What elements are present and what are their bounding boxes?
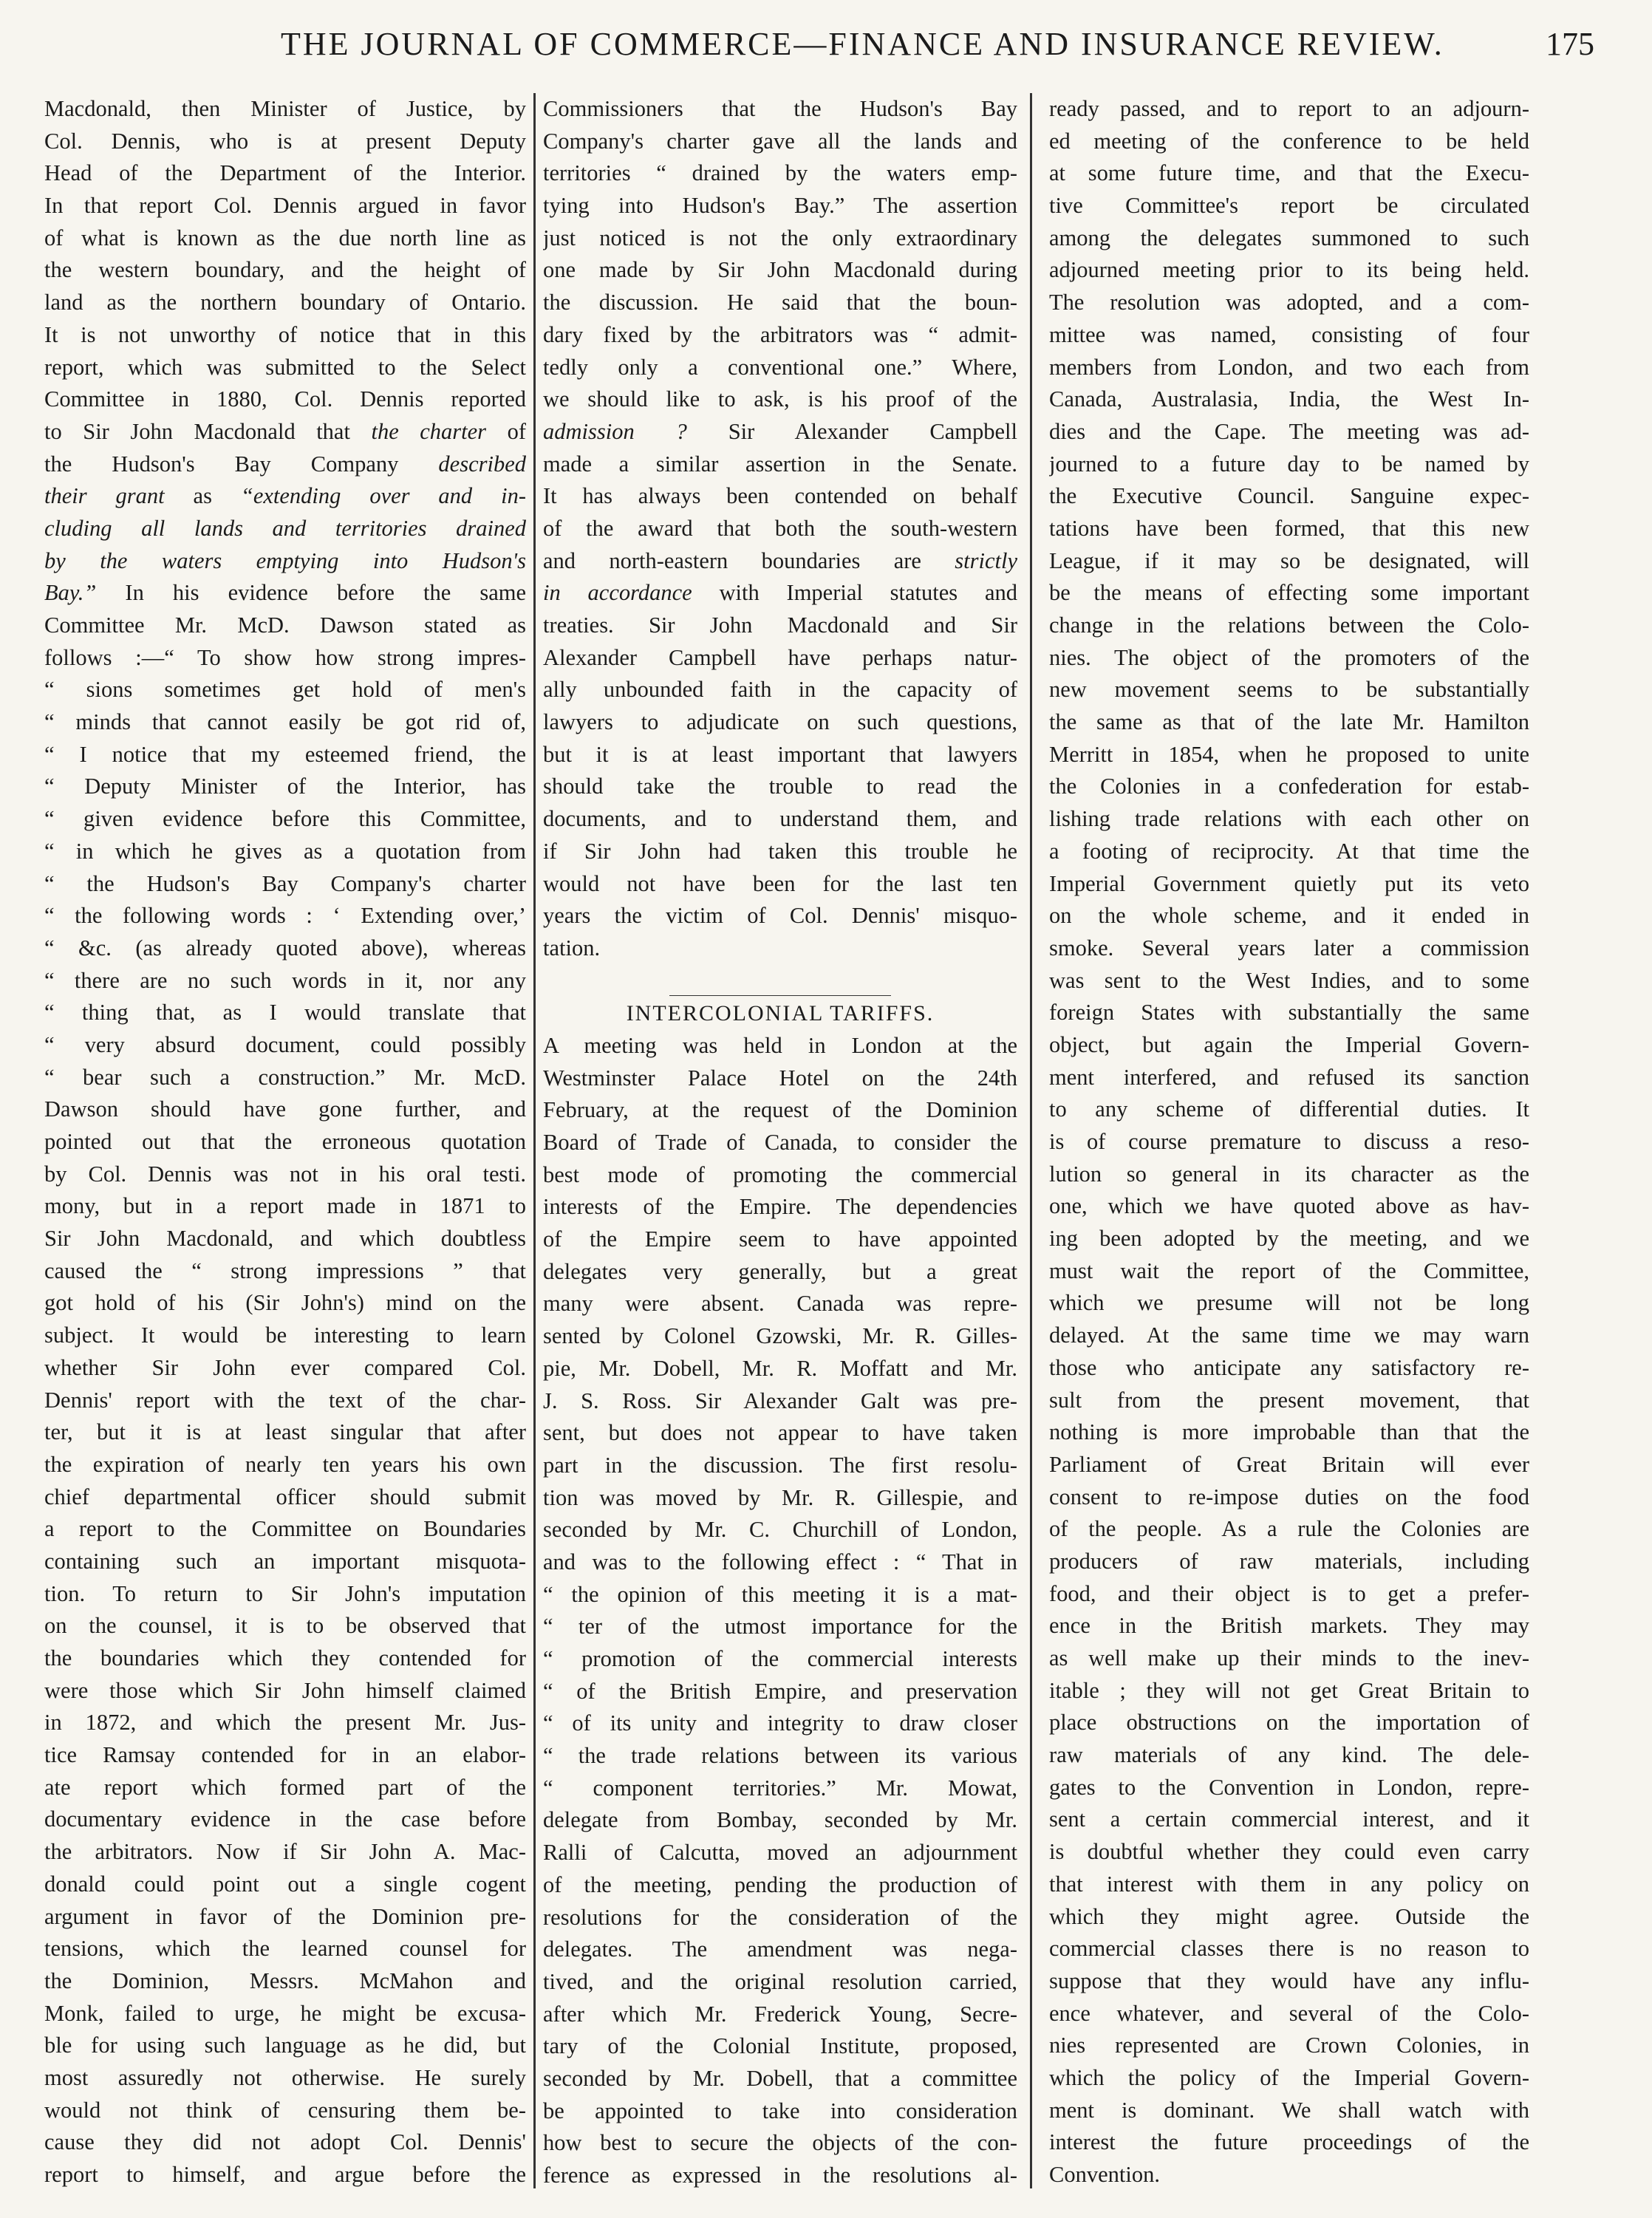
text-line: tensions, which the learned counsel for <box>44 1936 526 1962</box>
text-line: lishing trade relations with each other on <box>1049 806 1529 832</box>
text-line: “ there are no such words in it, nor any <box>44 967 526 993</box>
text-line: ment interfered, and refused its sanction <box>1049 1064 1529 1090</box>
text-line: “ in which he gives as a quotation from <box>44 838 526 864</box>
text-line: got hold of his (Sir John's) mind on the <box>44 1290 526 1316</box>
text-line: ready passed, and to report to an adjourn- <box>1049 96 1529 121</box>
text-line: resolutions for the consideration of the <box>543 1904 1017 1930</box>
text-line: and was to the following effect : “ That in <box>543 1549 1017 1574</box>
text-line: in 1872, and which the present Mr. Jus- <box>44 1710 526 1736</box>
text-line: pie, Mr. Dobell, Mr. R. Moffatt and Mr. <box>543 1355 1017 1381</box>
text-line: follows :—“ To show how strong impres- <box>44 644 526 670</box>
text-line: chief departmental officer should submit <box>44 1484 526 1509</box>
text-line: was sent to the West Indies, and to some <box>1049 967 1529 993</box>
text-line: a footing of reciprocity. At that time the <box>1049 838 1529 864</box>
text-line: the discussion. He said that the boun- <box>543 290 1017 315</box>
text-line: Dawson should have gone further, and <box>44 1096 526 1122</box>
text-line: we should like to ask, is his proof of the <box>543 386 1017 412</box>
text-line: Merritt in 1854, when he proposed to unite <box>1049 741 1529 767</box>
text-line: their grant as “extending over and in- <box>44 483 526 509</box>
text-line: Monk, failed to urge, he might be excusa- <box>44 2000 526 2026</box>
text-line: commercial classes there is no reason to <box>1049 1936 1529 1962</box>
text-line: tations have been formed, that this new <box>1049 515 1529 541</box>
text-line: “ ter of the utmost importance for the <box>543 1614 1017 1639</box>
section-heading: INTERCOLONIAL TARIFFS. <box>626 1001 935 1026</box>
text-line: one, which we have quoted above as hav- <box>1049 1193 1529 1219</box>
text-line: ble for using such language as he did, but <box>44 2033 526 2058</box>
text-line: should take the trouble to read the <box>543 774 1017 799</box>
text-line: “ of its unity and integrity to draw closer <box>543 1710 1017 1736</box>
text-line: Head of the Department of the Interior. <box>44 160 526 186</box>
text-line: Imperial Government quietly put its veto <box>1049 870 1529 896</box>
text-line: mony, but in a report made in 1871 to <box>44 1193 526 1219</box>
journal-title: THE JOURNAL OF COMMERCE—FINANCE AND INSURANCE REVIEW. <box>281 26 1444 62</box>
text-line: producers of raw materials, including <box>1049 1548 1529 1574</box>
text-line: interest the future proceedings of the <box>1049 2129 1529 2155</box>
text-line: made a similar assertion in the Senate. <box>543 451 1017 477</box>
text-line: “ promotion of the commercial interests <box>543 1646 1017 1671</box>
text-line: “ component territories.” Mr. Mowat, <box>543 1775 1017 1801</box>
text-line: “ the opinion of this meeting it is a mat- <box>543 1581 1017 1607</box>
text-line: consent to re-impose duties on the food <box>1049 1484 1529 1509</box>
text-line: mittee was named, consisting of four <box>1049 321 1529 347</box>
text-line: tying into Hudson's Bay.” The assertion <box>543 193 1017 219</box>
text-line: cause they did not adopt Col. Dennis' <box>44 2129 526 2155</box>
text-line: interests of the Empire. The dependencies <box>543 1194 1017 1220</box>
text-line: pointed out that the erroneous quotation <box>44 1129 526 1154</box>
text-line: after which Mr. Frederick Young, Secre- <box>543 2001 1017 2027</box>
text-line: the expiration of nearly ten years his own <box>44 1451 526 1477</box>
text-line: Dennis' report with the text of the char- <box>44 1387 526 1413</box>
text-line: Ralli of Calcutta, moved an adjournment <box>543 1840 1017 1866</box>
text-line: many were absent. Canada was repre- <box>543 1291 1017 1317</box>
article-column-2 <box>543 93 1017 2192</box>
text-line: to any scheme of differential duties. It <box>1049 1096 1529 1122</box>
text-line: at some future time, and that the Execu- <box>1049 160 1529 186</box>
text-line: report to himself, and argue before the <box>44 2162 526 2187</box>
text-line: “ the Hudson's Bay Company's charter <box>44 870 526 896</box>
text-line: tice Ramsay contended for in an elabor- <box>44 1742 526 1768</box>
text-line: tedly only a conventional one.” Where, <box>543 354 1017 380</box>
text-line: gates to the Convention in London, repre- <box>1049 1774 1529 1800</box>
text-line: the Dominion, Messrs. McMahon and <box>44 1968 526 1993</box>
text-line: delegates very generally, but a great <box>543 1258 1017 1284</box>
text-line: the arbitrators. Now if Sir John A. Mac- <box>44 1839 526 1865</box>
text-line: which the policy of the Imperial Govern- <box>1049 2064 1529 2090</box>
text-line: Board of Trade of Canada, to consider the <box>543 1130 1017 1155</box>
text-line: must wait the report of the Committee, <box>1049 1258 1529 1283</box>
text-line: the boundaries which they contended for <box>44 1645 526 1671</box>
text-line: delayed. At the same time we may warn <box>1049 1323 1529 1348</box>
text-line: the Executive Council. Sanguine expec- <box>1049 483 1529 509</box>
text-line: on the counsel, it is to be observed that <box>44 1613 526 1639</box>
text-line: Committee in 1880, Col. Dennis reported <box>44 386 526 412</box>
text-line: that interest with them in any policy on <box>1049 1871 1529 1897</box>
text-line: suppose that they would have any influ- <box>1049 1968 1529 1993</box>
text-line: ing been adopted by the meeting, and we <box>1049 1226 1529 1252</box>
text-line: caused the “ strong impressions ” that <box>44 1258 526 1283</box>
text-line: “ very absurd document, could possibly <box>44 1031 526 1057</box>
text-line: food, and their object is to get a prefer- <box>1049 1580 1529 1606</box>
text-line: containing such an important misquota- <box>44 1548 526 1574</box>
text-line: subject. It would be interesting to learn <box>44 1323 526 1348</box>
text-line: Convention. <box>1049 2162 1160 2187</box>
text-line: the same as that of the late Mr. Hamilton <box>1049 709 1529 735</box>
text-line: nothing is more improbable than that the <box>1049 1419 1529 1445</box>
text-line: members from London, and two each from <box>1049 354 1529 380</box>
text-line: cluding all lands and territories drained <box>44 515 526 541</box>
text-line: nies represented are Crown Colonies, in <box>1049 2033 1529 2058</box>
text-line: “ &c. (as already quoted above), whereas <box>44 935 526 960</box>
text-line: new movement seems to be substantially <box>1049 677 1529 703</box>
text-line: Bay.” In his evidence before the same <box>44 580 526 606</box>
text-line: Sir John Macdonald, and which doubtless <box>44 1226 526 1252</box>
text-line: sult from the present movement, that <box>1049 1387 1529 1413</box>
text-line: League, if it may so be designated, will <box>1049 547 1529 573</box>
text-line: dies and the Cape. The meeting was ad- <box>1049 418 1529 444</box>
text-line: donald could point out a single cogent <box>44 1871 526 1897</box>
text-line: “ of the British Empire, and preservation <box>543 1678 1017 1704</box>
text-line: ference as expressed in the resolutions al- <box>543 2163 1017 2188</box>
text-line: J. S. Ross. Sir Alexander Galt was pre- <box>543 1388 1017 1413</box>
text-line: ter, but it is at least singular that after <box>44 1419 526 1445</box>
text-line: were those which Sir John himself claimed <box>44 1677 526 1703</box>
text-line: Company's charter gave all the lands and <box>543 128 1017 154</box>
text-line: seconded by Mr. Dobell, that a committee <box>543 2065 1017 2091</box>
text-line: of the meeting, pending the production of <box>543 1871 1017 1897</box>
text-line: Commissioners that the Hudson's Bay <box>543 96 1017 121</box>
text-line: is doubtful whether they could even carry <box>1049 1839 1529 1865</box>
text-line: tion. To return to Sir John's imputation <box>44 1580 526 1606</box>
text-line: journed to a future day to be named by <box>1049 451 1529 477</box>
text-line: of the Empire seem to have appointed <box>543 1226 1017 1252</box>
text-line: tion was moved by Mr. R. Gillespie, and <box>543 1484 1017 1510</box>
page-header <box>0 25 1652 61</box>
text-line: Parliament of Great Britain will ever <box>1049 1451 1529 1477</box>
column-rule <box>533 93 536 2188</box>
text-line: the Colonies in a confederation for estab- <box>1049 774 1529 799</box>
text-line: ally unbounded faith in the capacity of <box>543 677 1017 703</box>
text-line: just noticed is not the only extraordinary <box>543 225 1017 250</box>
text-line: February, at the request of the Dominion <box>543 1097 1017 1123</box>
text-line: Macdonald, then Minister of Justice, by <box>44 96 526 121</box>
section-spacer <box>543 965 1017 997</box>
text-line: dary fixed by the arbitrators was “ admit- <box>543 321 1017 347</box>
page-number: 175 <box>1546 26 1594 62</box>
text-line: “ Deputy Minister of the Interior, has <box>44 774 526 799</box>
text-line: ence in the British markets. They may <box>1049 1613 1529 1639</box>
text-line: seconded by Mr. C. Churchill of London, <box>543 1517 1017 1543</box>
text-line: whether Sir John ever compared Col. <box>44 1354 526 1380</box>
article-column-3 <box>1049 93 1529 2191</box>
text-line: be appointed to take into consideration <box>543 2098 1017 2123</box>
text-line: ment is dominant. We shall watch with <box>1049 2097 1529 2123</box>
text-line: “ the trade relations between its various <box>543 1743 1017 1769</box>
text-line: on the whole scheme, and it ended in <box>1049 903 1529 929</box>
text-line: “ thing that, as I would translate that <box>44 1000 526 1026</box>
text-line: be the means of effecting some important <box>1049 580 1529 606</box>
text-line: would not have been for the last ten <box>543 870 1017 896</box>
text-line: is of course premature to discuss a reso- <box>1049 1129 1529 1154</box>
text-line: The resolution was adopted, and a com- <box>1049 290 1529 315</box>
text-line: “ the following words : ‘ Extending over,’ <box>44 903 526 929</box>
text-line: one made by Sir John Macdonald during <box>543 257 1017 283</box>
text-line: the western boundary, and the height of <box>44 257 526 283</box>
text-line: of the award that both the south-western <box>543 515 1017 541</box>
text-line: by Col. Dennis was not in his oral testi. <box>44 1161 526 1187</box>
text-line: “ minds that cannot easily be got rid of, <box>44 709 526 735</box>
text-line: which we presume will not be long <box>1049 1290 1529 1316</box>
text-line: tived, and the original resolution carried, <box>543 1968 1017 1994</box>
text-line: In that report Col. Dennis argued in favor <box>44 193 526 219</box>
text-line: Col. Dennis, who is at present Deputy <box>44 128 526 154</box>
text-line: A meeting was held in London at the <box>543 1032 1017 1058</box>
text-line: ate report which formed part of the <box>44 1774 526 1800</box>
text-line: raw materials of any kind. The dele- <box>1049 1742 1529 1768</box>
text-line: how best to secure the objects of the con- <box>543 2130 1017 2156</box>
text-line: to Sir John Macdonald that the charter of <box>44 418 526 444</box>
text-line: place obstructions on the importation of <box>1049 1710 1529 1736</box>
text-line: argument in favor of the Dominion pre- <box>44 1903 526 1929</box>
text-line: treaties. Sir John Macdonald and Sir <box>543 612 1017 638</box>
text-line: sent a certain commercial interest, and it <box>1049 1806 1529 1832</box>
text-line: documents, and to understand them, and <box>543 806 1017 832</box>
text-line: but it is at least important that lawyers <box>543 741 1017 767</box>
text-line: among the delegates summoned to such <box>1049 225 1529 250</box>
text-line: the Hudson's Bay Company described <box>44 451 526 477</box>
text-line: most assuredly not otherwise. He surely <box>44 2064 526 2090</box>
text-line: if Sir John had taken this trouble he <box>543 838 1017 864</box>
text-line: tary of the Colonial Institute, proposed, <box>543 2033 1017 2059</box>
text-line: change in the relations between the Colo- <box>1049 612 1529 638</box>
text-line: object, but again the Imperial Govern- <box>1049 1031 1529 1057</box>
text-line: “ given evidence before this Committee, <box>44 806 526 832</box>
text-line: part in the discussion. The first resolu- <box>543 1452 1017 1478</box>
text-line: report, which was submitted to the Select <box>44 354 526 380</box>
text-line: It is not unworthy of notice that in this <box>44 321 526 347</box>
text-line: lution so general in its character as the <box>1049 1161 1529 1187</box>
text-line: smoke. Several years later a commission <box>1049 935 1529 960</box>
text-line: lawyers to adjudicate on such questions, <box>543 709 1017 735</box>
text-line: sented by Colonel Gzowski, Mr. R. Gilles- <box>543 1323 1017 1349</box>
text-line: adjourned meeting prior to its being held. <box>1049 257 1529 283</box>
text-line: admission ? Sir Alexander Campbell <box>543 418 1017 444</box>
text-line: ed meeting of the conference to be held <box>1049 128 1529 154</box>
text-line: best mode of promoting the commercial <box>543 1161 1017 1187</box>
text-line: Westminster Palace Hotel on the 24th <box>543 1065 1017 1091</box>
text-line: Canada, Australasia, India, the West In- <box>1049 386 1529 412</box>
text-line: itable ; they will not get Great Britain to <box>1049 1677 1529 1703</box>
text-line: and north-eastern boundaries are strictly <box>543 547 1017 573</box>
text-line: as well make up their minds to the inev- <box>1049 1645 1529 1671</box>
text-line: tation. <box>543 935 601 960</box>
text-line: which they might agree. Outside the <box>1049 1903 1529 1929</box>
text-line: Alexander Campbell have perhaps natur- <box>543 644 1017 670</box>
text-line: “ sions sometimes get hold of men's <box>44 677 526 703</box>
article-column-1 <box>44 93 526 2191</box>
column-rule <box>1030 93 1032 2188</box>
text-line: It has always been contended on behalf <box>543 483 1017 509</box>
text-line: territories “ drained by the waters emp- <box>543 160 1017 186</box>
text-line: Committee Mr. McD. Dawson stated as <box>44 612 526 638</box>
text-line: documentary evidence in the case before <box>44 1806 526 1832</box>
text-line: would not think of censuring them be- <box>44 2097 526 2123</box>
text-line: by the waters emptying into Hudson's <box>44 547 526 573</box>
text-line: those who anticipate any satisfactory re- <box>1049 1354 1529 1380</box>
text-line: a report to the Committee on Boundaries <box>44 1516 526 1542</box>
text-line: years the victim of Col. Dennis' misquo- <box>543 903 1017 929</box>
text-line: of what is known as the due north line as <box>44 225 526 250</box>
text-line: delegates. The amendment was nega- <box>543 1937 1017 1962</box>
text-line: tive Committee's report be circulated <box>1049 193 1529 219</box>
text-line: in accordance with Imperial statutes and <box>543 580 1017 606</box>
text-line: land as the northern boundary of Ontario. <box>44 290 526 315</box>
section-divider <box>669 995 891 996</box>
text-line: “ I notice that my esteemed friend, the <box>44 741 526 767</box>
text-line: delegate from Bombay, seconded by Mr. <box>543 1807 1017 1833</box>
text-line: “ bear such a construction.” Mr. McD. <box>44 1064 526 1090</box>
text-line: nies. The object of the promoters of the <box>1049 644 1529 670</box>
text-line: sent, but does not appear to have taken <box>543 1420 1017 1446</box>
text-line: ence whatever, and several of the Colo- <box>1049 2000 1529 2026</box>
text-line: of the people. As a rule the Colonies are <box>1049 1516 1529 1542</box>
text-line: foreign States with substantially the same <box>1049 1000 1529 1026</box>
